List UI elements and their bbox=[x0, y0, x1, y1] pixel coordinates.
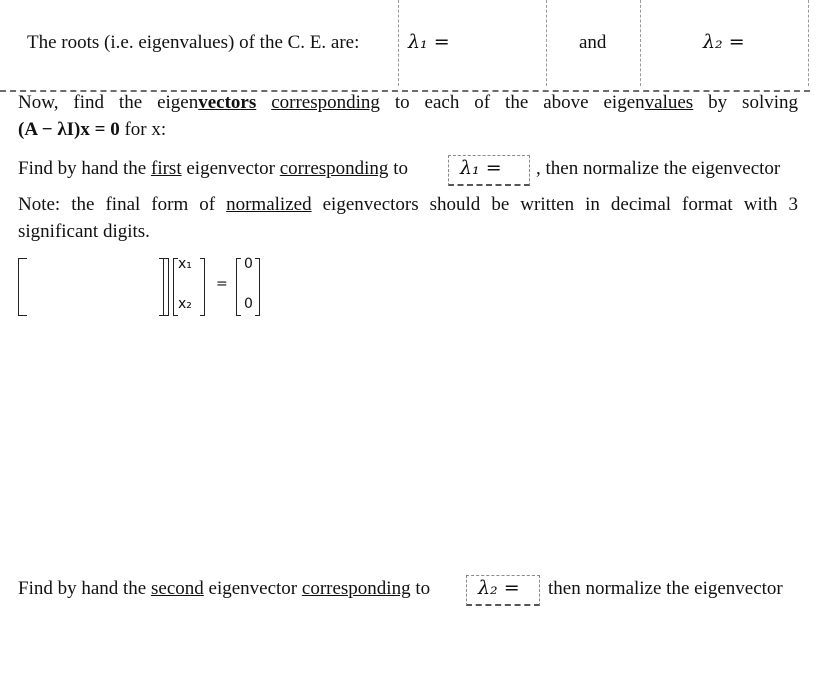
intro-text: for x: bbox=[124, 119, 167, 140]
and-label: and bbox=[579, 32, 607, 53]
second-term: second bbox=[151, 578, 204, 599]
equals-sign: = bbox=[216, 276, 228, 292]
text: eigenvector bbox=[186, 158, 275, 179]
text: eigenvector bbox=[208, 578, 298, 599]
intro-text: Now, find the eigen bbox=[18, 92, 199, 113]
table-divider bbox=[398, 0, 399, 86]
text: Find by hand the bbox=[18, 578, 147, 599]
first-eigenvector-line bbox=[18, 158, 408, 180]
vector-bracket-right bbox=[200, 258, 205, 316]
table-divider bbox=[808, 0, 809, 86]
table-divider bbox=[640, 0, 641, 86]
first-eigenvector-suffix: , then normalize the eigenvector bbox=[536, 158, 781, 179]
lambda1-answer-field[interactable]: λ₁ = bbox=[408, 31, 450, 53]
roots-label: The roots (i.e. eigenvalues) of the C. E. are: bbox=[27, 32, 360, 53]
values-term: values bbox=[644, 92, 694, 113]
first-term: first bbox=[151, 158, 182, 179]
normalized-term: normalized bbox=[226, 194, 312, 215]
zero-bottom: 0 bbox=[244, 296, 253, 312]
equation: (A − λI)x = 0 bbox=[18, 119, 120, 140]
intro-text: to each of the above eigen bbox=[394, 92, 645, 113]
text: Find by hand the bbox=[18, 158, 147, 179]
table-divider bbox=[546, 0, 547, 86]
x2-entry: x₂ bbox=[178, 296, 192, 312]
eigenvector-intro-line2 bbox=[18, 119, 166, 141]
corresponding-term: corresponding bbox=[301, 578, 411, 599]
text: Note: the final form of bbox=[18, 194, 216, 215]
corresponding-term: corresponding bbox=[279, 158, 389, 179]
zero-top: 0 bbox=[244, 256, 253, 272]
second-eigenvector-suffix: then normalize the eigenvector bbox=[548, 578, 783, 599]
text: to bbox=[393, 158, 408, 179]
matrix-answer-bracket[interactable] bbox=[18, 258, 27, 316]
corresponding-term: corresponding bbox=[271, 92, 380, 113]
intro-text: by solving bbox=[708, 92, 799, 113]
vectors-term: vectors bbox=[198, 92, 257, 113]
text: eigenvectors should be written in decimal format with 3 bbox=[322, 194, 799, 215]
text: to bbox=[415, 578, 431, 599]
lambda1-inline-label: λ₁ = bbox=[460, 157, 502, 179]
x1-entry: x₁ bbox=[178, 256, 192, 272]
lambda2-inline-label: λ₂ = bbox=[478, 577, 520, 599]
second-eigenvector-line bbox=[18, 578, 430, 600]
zero-vector-bracket-right bbox=[255, 258, 260, 316]
zero-vector-bracket-left bbox=[236, 258, 241, 316]
note-line2: significant digits. bbox=[18, 221, 150, 242]
eigenvector-intro-line1 bbox=[18, 92, 798, 114]
lambda2-answer-field[interactable]: λ₂ = bbox=[703, 31, 745, 53]
matrix-bracket-right bbox=[164, 258, 169, 316]
note-line1 bbox=[18, 194, 798, 216]
